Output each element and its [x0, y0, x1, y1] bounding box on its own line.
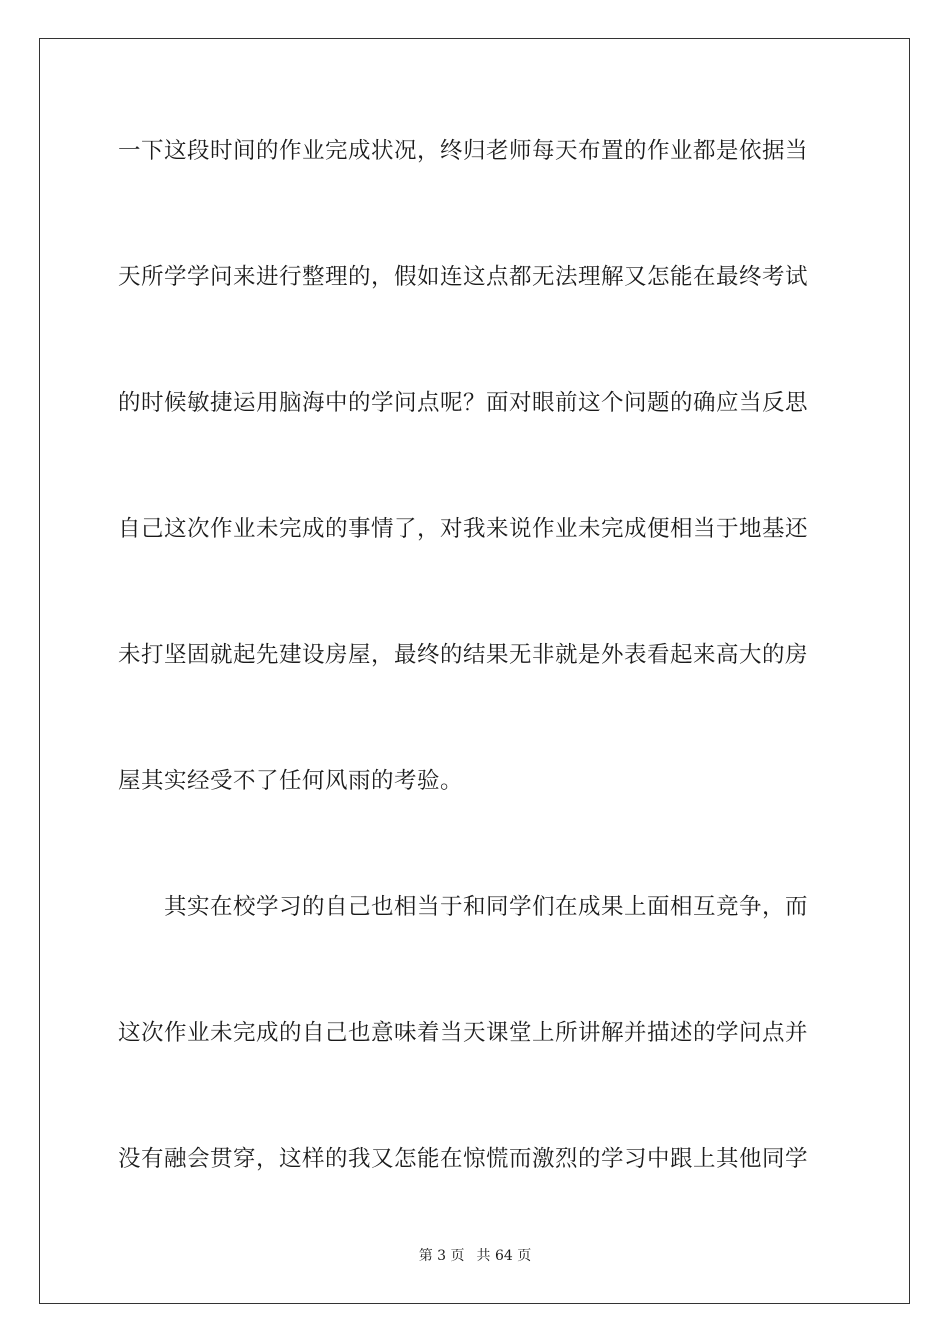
- body-text-line-3: 的时候敏捷运用脑海中的学问点呢？面对眼前这个问题的确应当反思: [118, 390, 809, 416]
- page-number: 第 3 页: [418, 1248, 465, 1264]
- body-text-line-5: 未打坚固就起先建设房屋，最终的结果无非就是外表看起来高大的房: [118, 642, 809, 668]
- body-text-line-7: 其实在校学习的自己也相当于和同学们在成果上面相互竞争，而: [118, 894, 809, 920]
- page-border: [39, 38, 910, 1304]
- body-text-line-6: 屋其实经受不了任何风雨的考验。: [118, 768, 464, 794]
- total-pages: 共 64 页: [476, 1248, 532, 1264]
- body-text-line-1: 一下这段时间的作业完成状况，终归老师每天布置的作业都是依据当: [118, 138, 809, 164]
- page-footer: [0, 1246, 950, 1266]
- body-text-line-8: 这次作业未完成的自己也意味着当天课堂上所讲解并描述的学问点并: [118, 1020, 809, 1046]
- body-text-line-9: 没有融会贯穿，这样的我又怎能在惊慌而激烈的学习中跟上其他同学: [118, 1146, 809, 1172]
- body-text-line-4: 自己这次作业未完成的事情了，对我来说作业未完成便相当于地基还: [118, 516, 809, 542]
- body-text-line-2: 天所学学问来进行整理的，假如连这点都无法理解又怎能在最终考试: [118, 264, 809, 290]
